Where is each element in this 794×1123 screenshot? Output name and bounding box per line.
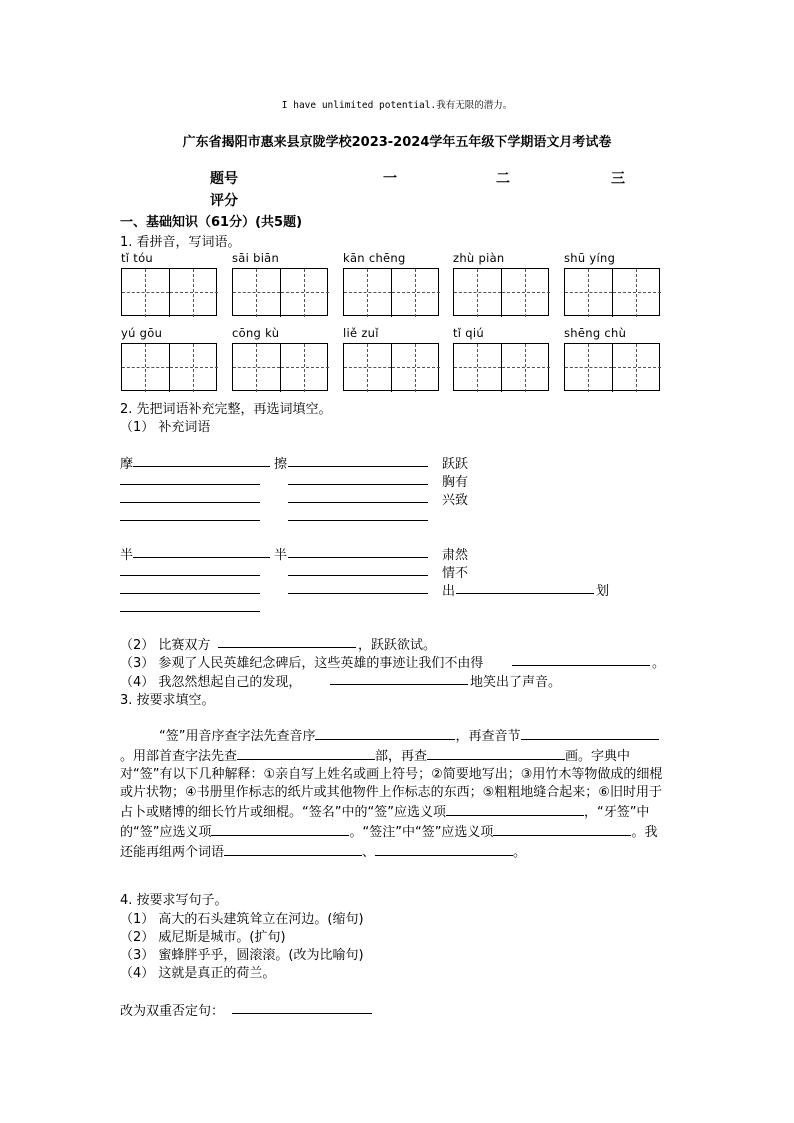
q2-sub1: （1） 补充词语 (120, 420, 211, 435)
pinyin-label: liě zuǐ (343, 326, 379, 340)
pinyin-label: shū yíng (564, 251, 616, 265)
blank-line[interactable] (232, 1013, 372, 1014)
blank-line[interactable] (521, 726, 659, 740)
blank-line[interactable] (120, 611, 260, 612)
score-col-3: 三 (611, 171, 625, 187)
q3-prompt: 3. 按要求填空。 (120, 693, 215, 708)
q2-sub4-label: （4） 我忽然想起自己的发现， (120, 675, 302, 690)
word-suffix: 划 (596, 584, 610, 599)
q2-sub2-label: （2） 比赛双方 (120, 638, 211, 653)
word-prefix: 跃跃 (442, 457, 469, 472)
q4-item: （4） 这就是真正的荷兰。 (120, 966, 276, 981)
blank-line[interactable] (120, 520, 260, 521)
exam-title: 广东省揭阳市惠来县京陇学校2023-2024学年五年级下学期语文月考试卷 (182, 135, 612, 150)
blank-line[interactable] (288, 575, 428, 576)
writing-grid[interactable] (564, 343, 660, 391)
blank-line[interactable] (427, 746, 565, 760)
score-table-row-label: 题号 (210, 171, 238, 187)
blank-line[interactable] (288, 593, 428, 594)
blank-line[interactable] (493, 822, 631, 836)
word-prefix: 摩 (120, 457, 134, 472)
blank-line[interactable] (446, 802, 584, 816)
blank-line[interactable] (237, 746, 375, 760)
writing-grid[interactable] (453, 343, 549, 391)
blank-line[interactable] (120, 575, 260, 576)
pinyin-label: zhù piàn (453, 251, 505, 265)
blank-line[interactable] (133, 557, 270, 558)
blank-line[interactable] (211, 822, 349, 836)
q2-sub2-tail: ，跃跃欲试。 (358, 638, 437, 653)
word-prefix: 出 (442, 584, 456, 599)
writing-grid[interactable] (121, 343, 217, 391)
blank-line[interactable] (288, 520, 428, 521)
pinyin-label: yú gōu (121, 326, 163, 340)
word-prefix: 肃然 (442, 548, 469, 563)
pinyin-label: tǐ tóu (121, 251, 153, 265)
blank-line[interactable] (315, 726, 455, 740)
pinyin-label: kān chēng (343, 251, 406, 265)
pinyin-label: sāi biān (232, 251, 280, 265)
blank-line[interactable] (120, 484, 260, 485)
q1-prompt: 1. 看拼音，写词语。 (120, 235, 241, 250)
blank-line[interactable] (120, 593, 260, 594)
score-col-1: 一 (383, 171, 397, 187)
writing-grid[interactable] (343, 268, 439, 316)
q4-item: （3） 蜜蜂胖乎乎，圆滚滚。(改为比喻句) (120, 948, 364, 963)
blank-line[interactable] (512, 665, 650, 666)
q2-sub3-label: （3） 参观了人民英雄纪念碑后，这些英雄的事迹让我们不由得 (120, 656, 484, 671)
blank-line[interactable] (288, 557, 428, 558)
word-prefix: 胸有 (442, 475, 469, 490)
q4-item: （1） 高大的石头建筑耸立在河边。(缩句) (120, 912, 364, 927)
word-prefix: 擦 (274, 457, 288, 472)
writing-grid[interactable] (232, 343, 328, 391)
word-prefix: 情不 (442, 566, 469, 581)
rewrite-label: 改为双重否定句： (120, 1004, 225, 1019)
pinyin-label: tǐ qiú (453, 326, 484, 340)
pinyin-label: shēng chù (564, 326, 627, 340)
word-prefix: 半 (120, 548, 134, 563)
q2-sub3-tail: 。 (652, 656, 666, 671)
blank-line[interactable] (288, 502, 428, 503)
pinyin-label: cōng kù (232, 326, 280, 340)
q4-prompt: 4. 按要求写句子。 (120, 893, 228, 908)
section-heading: 一、基础知识（61分）(共5题) (120, 215, 303, 230)
blank-line[interactable] (375, 842, 513, 856)
writing-grid[interactable] (232, 268, 328, 316)
blank-line[interactable] (288, 466, 428, 467)
blank-line[interactable] (218, 647, 356, 648)
q3-paragraph: “签”用音序查字法先查音序 ，再查音节。用部首查字法先查 部，再查 画。字典中对“签”有以下几种解释：①亲自写上姓名或画上符号；②简要地写出；③用竹木等物做成的细棍或片状物；④书册里作标志的纸片或其他物件上作标志的东西；⑤粗粗地缝合起来；⑥旧时用于占卜或赌博的细长竹片或细棍。“签名”中的“签”应选义项 ，“牙签”中的“签”应选义项 。“签注”中“签”应选义项 。我还能再组两个词语 、 。 (120, 726, 668, 862)
writing-grid[interactable] (343, 343, 439, 391)
q4-item: （2） 威尼斯是城市。(扩句) (120, 930, 286, 945)
blank-line[interactable] (224, 842, 362, 856)
motto: I have unlimited potential.我有无限的潜力。 (281, 100, 513, 111)
writing-grid[interactable] (564, 268, 660, 316)
score-table-score-label: 评分 (210, 193, 238, 209)
score-col-2: 二 (496, 171, 510, 187)
writing-grid[interactable] (453, 268, 549, 316)
blank-line[interactable] (120, 502, 260, 503)
blank-line[interactable] (288, 484, 428, 485)
q2-sub4-tail: 地笑出了声音。 (470, 675, 562, 690)
blank-line[interactable] (456, 593, 594, 594)
blank-line[interactable] (133, 466, 270, 467)
q2-prompt: 2. 先把词语补充完整，再选词填空。 (120, 402, 332, 417)
blank-line[interactable] (330, 684, 468, 685)
word-prefix: 半 (274, 548, 288, 563)
word-prefix: 兴致 (442, 493, 469, 508)
writing-grid[interactable] (121, 268, 217, 316)
